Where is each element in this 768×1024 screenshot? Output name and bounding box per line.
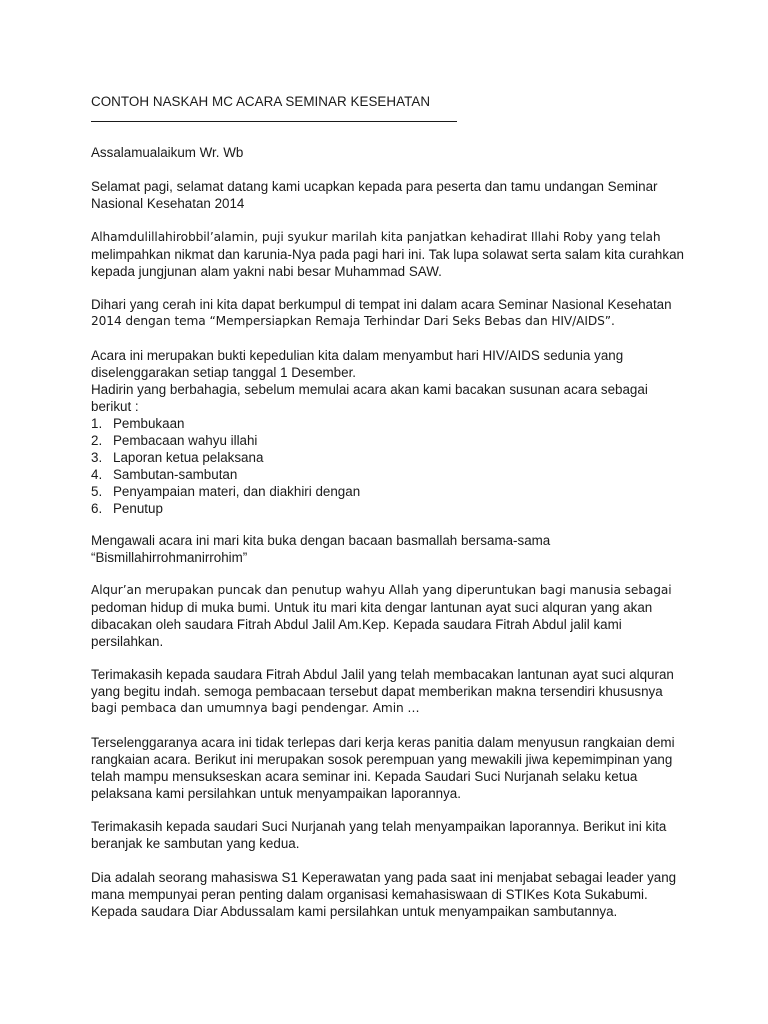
- agenda-item: [91, 466, 691, 483]
- agenda-text: Laporan ketua pelaksana: [113, 450, 264, 465]
- agenda-number: 3.: [91, 450, 103, 465]
- paragraph-line: Alhamdulillahirobbil’alamin, puji syukur marilah kita panjatkan kehadirat Illahi Roby yang telah: [91, 230, 661, 244]
- agenda-number: 5.: [91, 484, 103, 499]
- paragraph-quran: [91, 582, 691, 650]
- paragraph-line: Dia adalah seorang mahasiswa S1 Keperawatan yang pada saat ini menjabat sebagai leader yang: [91, 870, 677, 885]
- paragraph-committee: [91, 734, 691, 802]
- agenda-item: [91, 415, 691, 432]
- paragraph-line: Terimakasih kepada saudari Suci Nurjanah yang telah menyampaikan laporannya. Berikut ini kita: [91, 819, 667, 834]
- paragraph-line: rangkaian acara. Berikut ini merupakan sosok perempuan yang mewakili jiwa kepemimpinan yang: [91, 752, 673, 767]
- paragraph-line: Dihari yang cerah ini kita dapat berkumpul di tempat ini dalam acara Seminar Nasional Kesehatan: [91, 297, 672, 312]
- agenda-text: Penyampaian materi, dan diakhiri dengan: [113, 484, 361, 499]
- agenda-text: Pembukaan: [113, 416, 185, 431]
- agenda-number: 1.: [91, 416, 103, 431]
- paragraph-thanks-reader: [91, 666, 691, 717]
- paragraph-line: Alqur’an merupakan puncak dan penutup wahyu Allah yang diperuntukan bagi manusia sebagai: [91, 583, 672, 597]
- greeting: Assalamualaikum Wr. Wb: [91, 145, 244, 160]
- agenda-text: Pembacaan wahyu illahi: [113, 433, 258, 448]
- agenda-text: Sambutan-sambutan: [113, 467, 238, 482]
- agenda-number: 6.: [91, 501, 103, 516]
- paragraph-thanks-chair: [91, 818, 691, 852]
- paragraph-line: 2014 dengan tema “Mempersiapkan Remaja Terhindar Dari Seks Bebas dan HIV/AIDS”.: [91, 314, 615, 328]
- paragraph-line: dibacakan oleh saudara Fitrah Abdul Jalil Am.Kep. Kepada saudara Fitrah Abdul jalil kami: [91, 617, 622, 632]
- agenda-item: [91, 483, 691, 500]
- paragraph-line: Mengawali acara ini mari kita buka dengan bacaan basmallah bersama-sama: [91, 533, 551, 548]
- paragraph-line: Terimakasih kepada saudara Fitrah Abdul Jalil yang telah membacakan lantunan ayat suci alquran: [91, 667, 674, 682]
- paragraph-line: bagi pembaca dan umumnya bagi pendengar. Amin …: [91, 701, 420, 715]
- paragraph-line: diselenggarakan setiap tanggal 1 Desember.: [91, 365, 357, 380]
- paragraph-line: melimpahkan nikmat dan karunia-Nya pada pagi hari ini. Tak lupa solawat serta salam kita curahkan: [91, 247, 684, 262]
- paragraph-speaker-intro: [91, 869, 691, 920]
- agenda-number: 4.: [91, 467, 103, 482]
- paragraph-line: mana mempunyai peran penting dalam organisasi kemahasiswaan di STIKes Kota Sukabumi.: [91, 887, 648, 902]
- paragraph-theme: [91, 296, 691, 330]
- paragraph-praise: [91, 229, 691, 280]
- agenda-text: Penutup: [113, 501, 163, 516]
- paragraph-line: Acara ini merupakan bukti kepedulian kita dalam menyambut hari HIV/AIDS sedunia yang: [91, 348, 624, 363]
- paragraph-line: Nasional Kesehatan 2014: [91, 196, 245, 211]
- paragraph-line: pedoman hidup di muka bumi. Untuk itu mari kita dengar lantunan ayat suci alquran yang akan: [91, 600, 653, 615]
- paragraph-line: Selamat pagi, selamat datang kami ucapkan kepada para peserta dan tamu undangan Seminar: [91, 179, 658, 194]
- title-underline: [91, 121, 457, 122]
- paragraph-line: beranjak ke sambutan yang kedua.: [91, 836, 300, 851]
- agenda-item: [91, 500, 691, 517]
- paragraph-line: persilahkan.: [91, 634, 164, 649]
- paragraph-line: Terselenggaranya acara ini tidak terlepas dari kerja keras panitia dalam menyusun rangkaian demi: [91, 735, 675, 750]
- agenda-list: [91, 415, 691, 517]
- agenda-item: [91, 432, 691, 449]
- document-title: CONTOH NASKAH MC ACARA SEMINAR KESEHATAN: [91, 94, 431, 109]
- paragraph-line: yang begitu indah. semoga pembacaan tersebut dapat memberikan makna tersendiri khususnya: [91, 684, 663, 699]
- paragraph-line: berikut :: [91, 399, 139, 414]
- agenda-number: 2.: [91, 433, 103, 448]
- paragraph-welcome: [91, 178, 691, 212]
- paragraph-line: kepada jungjunan alam yakni nabi besar Muhammad SAW.: [91, 264, 442, 279]
- paragraph-event: [91, 347, 691, 415]
- paragraph-line: Kepada saudara Diar Abdussalam kami persilahkan untuk menyampaikan sambutannya.: [91, 904, 618, 919]
- paragraph-basmallah: [91, 532, 691, 566]
- paragraph-line: “Bismillahirrohmanirrohim”: [91, 550, 248, 565]
- paragraph-line: pelaksana kami persilahkan untuk menyampaikan laporannya.: [91, 786, 461, 801]
- paragraph-line: Hadirin yang berbahagia, sebelum memulai acara akan kami bacakan susunan acara sebagai: [91, 382, 648, 397]
- paragraph-line: telah mampu mensukseskan acara seminar ini. Kepada Saudari Suci Nurjanah selaku ketua: [91, 769, 638, 784]
- agenda-item: [91, 449, 691, 466]
